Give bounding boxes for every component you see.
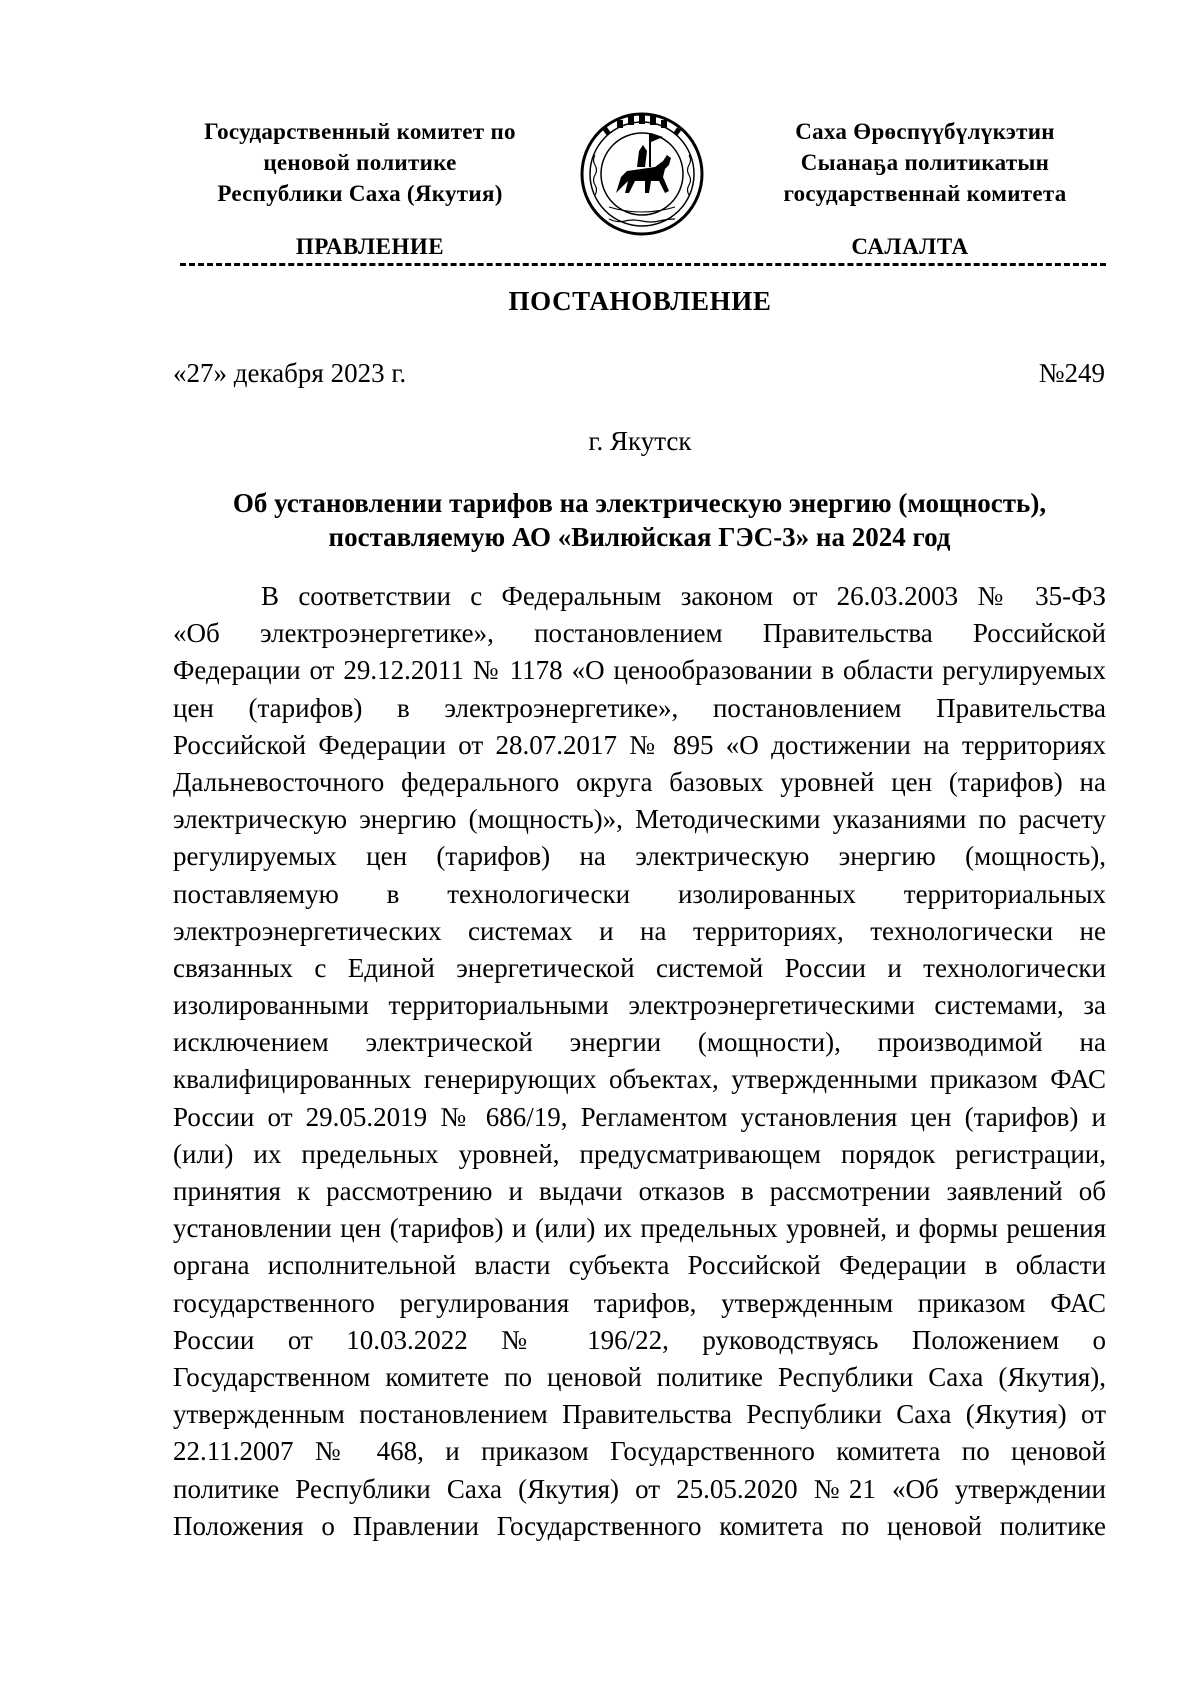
body-line: политике Республики Саха (Якутия) от 25.05.2020 №21 «Об утверждении	[173, 1473, 1106, 1504]
body-line: органа исполнительной власти субъекта Российской Федерации в области	[173, 1250, 1106, 1281]
header-right-agency-name	[740, 116, 1110, 209]
body-line: «Об электроэнергетике», постановлением Правительства Российской	[173, 618, 1106, 649]
body-line: 22.11.2007 № 468, и приказом Государственного комитета по ценовой	[173, 1436, 1106, 1467]
document-number: №249	[1038, 358, 1105, 388]
document-title-line: поставляемую АО «Вилюйская ГЭС-3» на 2024 год	[328, 522, 951, 552]
body-line: исключением электрической энергии (мощности), производимой на	[173, 1027, 1106, 1058]
body-line: цен (тарифов) в электроэнергетике», постановлением Правительства	[173, 692, 1106, 723]
header-right-subtitle: САЛАЛТА	[851, 234, 969, 259]
body-line: Российской Федерации от 28.07.2017 № 895 «О достижении на территориях	[173, 729, 1106, 760]
body-line: Положения о Правлении Государственного комитета по ценовой политике	[173, 1510, 1106, 1541]
body-line: регулируемых цен (тарифов) на электрическую энергию (мощность),	[173, 841, 1106, 872]
header-left-line: Государственный комитет по	[204, 119, 516, 144]
body-line: государственного регулирования тарифов, утвержденным приказом ФАС	[173, 1287, 1106, 1318]
body-line: России от 29.05.2019 № 686/19, Регламентом установления цен (тарифов) и	[173, 1101, 1106, 1132]
header-right-line: государственнай комитета	[783, 181, 1067, 206]
body-line: поставляемую в технологически изолированных территориальных	[173, 878, 1106, 909]
document-title	[173, 486, 1106, 554]
body-line: (или) их предельных уровней, предусматривающем порядок регистрации,	[173, 1138, 1106, 1169]
header-left-line: ценовой политике	[263, 150, 457, 175]
body-line: Государственном комитете по ценовой политике Республики Саха (Якутия),	[173, 1361, 1106, 1392]
body-line: установлении цен (тарифов) и (или) их предельных уровней, и формы решения	[173, 1213, 1106, 1244]
body-line: утвержденным постановлением Правительства Республики Саха (Якутия) от	[173, 1399, 1106, 1430]
document-type-heading: ПОСТАНОВЛЕНИЕ	[508, 286, 772, 316]
header-left-line: Республики Саха (Якутия)	[217, 181, 503, 206]
body-line: связанных с Единой энергетической системой России и технологически	[173, 952, 1106, 983]
body-line: России от 10.03.2022 № 196/22, руководствуясь Положением о	[173, 1324, 1106, 1355]
header-right-line: Сыанаҕа политикатын	[800, 150, 1050, 175]
body-line: Федерации от 29.12.2011 № 1178 «О ценообразовании в области регулируемых	[173, 655, 1106, 686]
body-line: квалифицированных генерирующих объектах, утвержденными приказом ФАС	[173, 1064, 1106, 1095]
body-line: изолированными территориальными электроэнергетическими системами, за	[173, 990, 1106, 1021]
coat-of-arms-emblem-icon	[579, 111, 705, 237]
document-date: «27» декабря 2023 г.	[173, 358, 407, 388]
header-left-agency-name	[160, 116, 560, 209]
body-line: Дальневосточного федерального округа базовых уровней цен (тарифов) на	[173, 766, 1106, 797]
body-line: электрическую энергию (мощность)», Методическими указаниями по расчету	[173, 804, 1106, 835]
document-city: г. Якутск	[588, 426, 692, 456]
body-line: В соответствии с Федеральным законом от 26.03.2003 № 35-ФЗ	[261, 581, 1106, 611]
body-line: принятия к рассмотрению и выдачи отказов в рассмотрении заявлений об	[173, 1176, 1106, 1206]
document-body	[173, 578, 1106, 1545]
body-line: электроэнергетических системах и на территориях, технологически не	[173, 915, 1106, 946]
header-left-subtitle: ПРАВЛЕНИЕ	[295, 234, 445, 259]
document-title-line: Об установлении тарифов на электрическую энергию (мощность),	[232, 488, 1047, 518]
header-dashed-divider	[180, 263, 1106, 266]
header-right-line: Саха Өрөспүүбүлүкэтин	[795, 119, 1055, 144]
